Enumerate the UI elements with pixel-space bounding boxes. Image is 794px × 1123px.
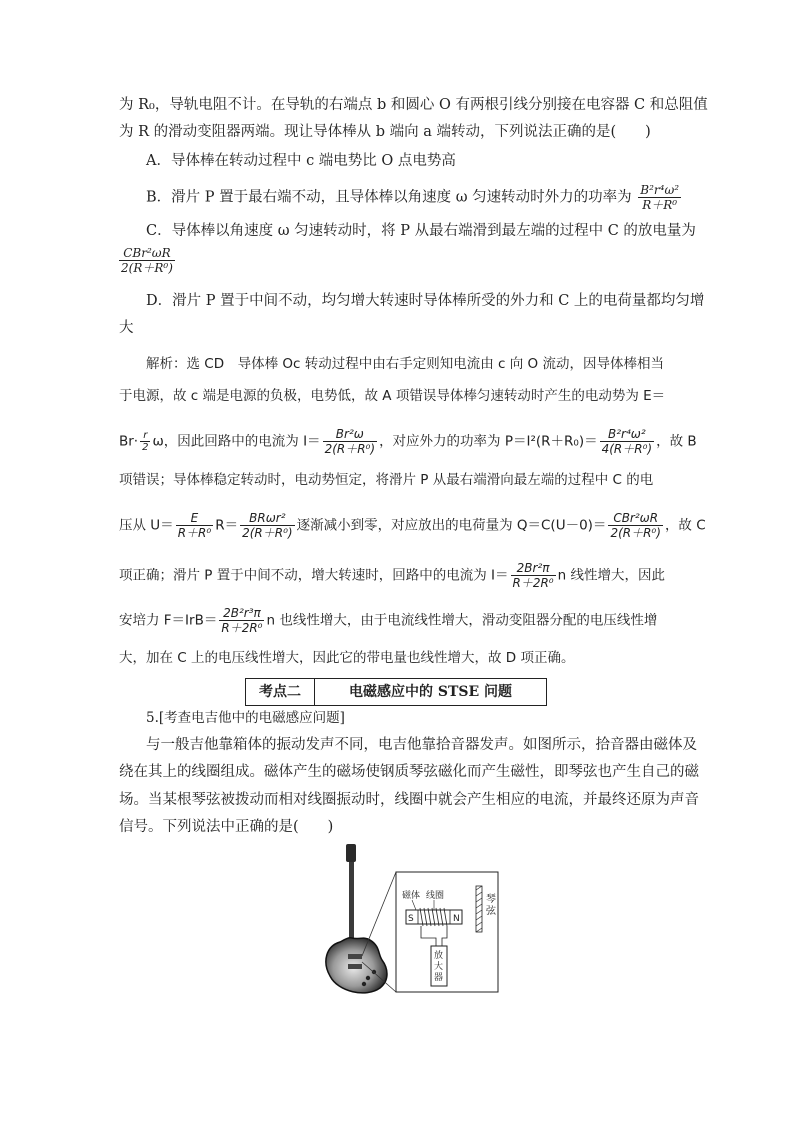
frac-den: R＋2R⁰	[512, 576, 554, 590]
solution-line2: 于电源，故 c 端是电源的负极，电势低，故 A 项错误导体棒匀速转动时产生的电动势为 E＝	[119, 388, 666, 404]
option-b	[146, 183, 683, 212]
solution-line3-c: ，对应外力的功率为 P＝I²(R＋R₀)＝	[379, 433, 598, 450]
option-d-line1: D．滑片 P 置于中间不动，均匀增大转速时导体棒所受的外力和 C 上的电荷量都均匀增	[146, 293, 705, 309]
solution-line5-frac2	[240, 511, 295, 540]
frac-num: BRωr²	[240, 511, 295, 526]
option-b-text: B．滑片 P 置于最右端不动，且导体棒以角速度 ω 匀速转动时外力的功率为	[146, 189, 632, 206]
solution-line3-frac3	[600, 427, 655, 456]
solution-line5-frac3	[608, 511, 663, 540]
solution-line7-frac	[219, 606, 264, 635]
option-d-line2: 大	[119, 320, 134, 336]
option-c-numerator: CBr²ωR	[119, 246, 175, 261]
option-b-fraction	[638, 183, 681, 212]
question5-head: 5.[考查电吉他中的电磁感应问题]	[146, 710, 345, 726]
solution-line5-frac1	[176, 511, 214, 540]
solution-line5-c: 逐渐减小到零，对应放出的电荷量为 Q＝C(U－0)＝	[296, 517, 607, 534]
solution-line7-a: 安培力 F＝IrB＝	[119, 612, 218, 629]
option-c-text: C．导体棒以角速度 ω 匀速转动时，将 P 从最右端滑到最左端的过程中 C 的放电量为	[146, 223, 696, 239]
frac-den: R＋2R⁰	[221, 621, 263, 635]
frac-num: 2B²r³π	[219, 606, 264, 621]
solution-line1: 解析：选 CD 导体棒 Oc 转动过程中由右手定则知电流由 c 向 O 流动，因导体棒相当	[146, 356, 664, 372]
frac-den: 2(R＋R⁰)	[324, 442, 376, 456]
solution-line3-b: ω，因此回路中的电流为 I＝	[152, 433, 321, 450]
frac-num: 2Br²π	[511, 561, 556, 576]
solution-line6-b: n 线性增大，因此	[557, 567, 665, 584]
frac-den: 2(R＋R⁰)	[610, 526, 661, 540]
question5-line4: 信号。下列说法中正确的是( )	[119, 819, 334, 835]
string-label: 琴弦	[486, 894, 496, 917]
question5-line2: 绕在其上的线圈组成。磁体产生的磁场使钢质琴弦磁化而产生磁性，即琴弦也产生自己的磁	[119, 764, 699, 780]
solution-line5-a: 压从 U＝	[119, 517, 174, 534]
solution-line7-b: n 也线性增大，由于电流线性增大，滑动变阻器分配的电压线性增	[266, 612, 658, 629]
frac-den: 4(R＋R⁰)	[601, 442, 653, 456]
solution-line8: 大，加在 C 上的电压线性增大，因此它的带电量也线性增大，故 D 项正确。	[119, 650, 575, 666]
section-label: 考点二	[246, 679, 315, 705]
solution-line5-d: ，故 C	[664, 517, 706, 534]
frac-num: CBr²ωR	[608, 511, 663, 526]
frac-den: R＋R⁰	[177, 526, 212, 540]
solution-line3-frac1	[140, 430, 150, 453]
frac-num: E	[176, 511, 214, 526]
solution-line6-frac	[511, 561, 556, 590]
frac-den: 2(R＋R⁰)	[242, 526, 293, 540]
solution-line3	[119, 427, 697, 456]
guitar-icon	[326, 844, 387, 993]
option-c-denominator: 2(R＋R⁰)	[121, 261, 173, 275]
amplifier-label: 放 大 器	[434, 951, 444, 983]
guitar-string	[476, 886, 482, 932]
question5-line3: 场。当某根琴弦被拨动而相对线圈振动时，线圈中就会产生相应的电流，并最终还原为声音	[119, 792, 699, 808]
frac-num: B²r⁴ω²	[600, 427, 655, 442]
solution-line5-b: R＝	[215, 517, 239, 534]
solution-line7	[119, 606, 657, 635]
section-header-box	[245, 678, 547, 706]
question5-line1: 与一般吉他靠箱体的振动发声不同，电吉他靠拾音器发声。如图所示，拾音器由磁体及	[146, 737, 697, 753]
solution-line3-frac2	[323, 427, 378, 456]
option-a: A．导体棒在转动过程中 c 端电势比 O 点电势高	[146, 153, 456, 169]
solution-line4: 项错误；导体棒稳定转动时，电动势恒定，将滑片 P 从最右端滑向最左端的过程中 C 的电	[119, 472, 654, 488]
s-pole: S	[408, 914, 414, 924]
magnet-label: 磁体	[402, 891, 421, 901]
option-c-fraction-line	[119, 246, 175, 275]
solution-line3-a: Br·	[119, 433, 139, 450]
para1-line2: 为 R 的滑动变阻器两端。现让导体棒从 b 端向 a 端转动，下列说法正确的是( )	[119, 124, 651, 140]
coil-label: 线圈	[426, 891, 445, 901]
option-b-denominator: R＋R⁰	[642, 198, 678, 212]
guitar-figure	[318, 842, 500, 1000]
option-c-fraction	[119, 246, 175, 275]
solution-line6	[119, 561, 665, 590]
frac-num: r	[140, 430, 150, 442]
section-title: 电磁感应中的 STSE 问题	[348, 684, 513, 700]
frac-den: 2	[142, 442, 149, 453]
n-pole: N	[453, 914, 460, 924]
solution-line5	[119, 511, 706, 540]
solution-line3-d: ，故 B	[656, 433, 697, 450]
para1-line1: 为 R₀，导轨电阻不计。在导轨的右端点 b 和圆心 O 有两根引线分别接在电容器 C 和总阻值	[119, 97, 708, 113]
frac-num: Br²ω	[323, 427, 378, 442]
solution-line6-a: 项正确；滑片 P 置于中间不动，增大转速时，回路中的电流为 I＝	[119, 567, 509, 584]
option-b-numerator: B²r⁴ω²	[640, 183, 680, 197]
